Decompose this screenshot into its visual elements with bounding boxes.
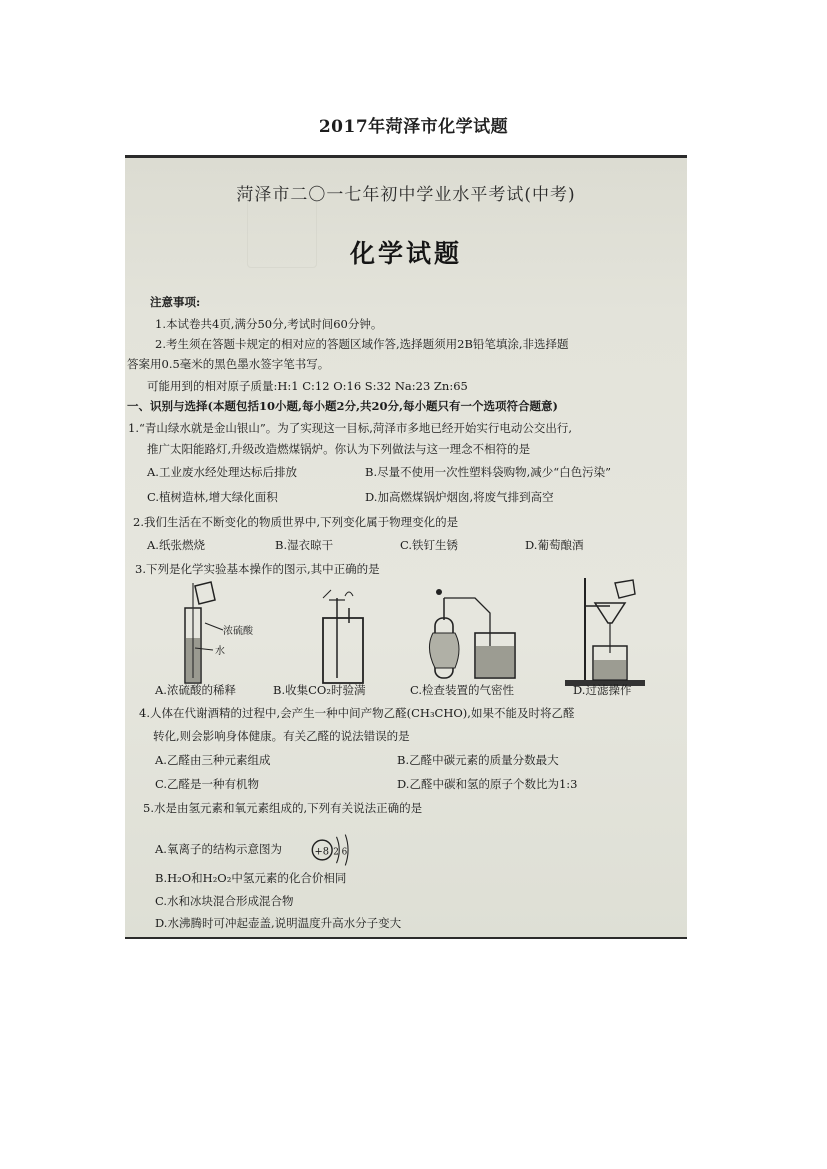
figure-filtration [555, 578, 675, 688]
q5-option-c: C.水和冰块混合形成混合物 [155, 894, 294, 908]
q3-stem: 3.下列是化学实验基本操作的图示,其中正确的是 [135, 562, 380, 576]
notice-1: 1.本试卷共4页,满分50分,考试时间60分钟。 [155, 317, 383, 331]
ion-shells-label: 2 6 [333, 847, 348, 858]
q3-option-b: B.收集CO₂时验满 [273, 683, 366, 697]
q1-option-d: D.加高燃煤锅炉烟囱,将废气排到高空 [365, 490, 554, 504]
q5-stem: 5.水是由氢元素和氧元素组成的,下列有关说法正确的是 [143, 801, 423, 815]
q4-line2: 转化,则会影响身体健康。有关乙醛的说法错误的是 [153, 729, 410, 743]
figure-dilution [165, 578, 285, 688]
notice-2b: 答案用0.5毫米的黑色墨水签字笔书写。 [127, 357, 330, 371]
q1-option-c: C.植树造林,增大绿化面积 [147, 490, 278, 504]
q4-option-b: B.乙醛中碳元素的质量分数最大 [397, 753, 559, 767]
q2-option-a: A.纸张燃烧 [147, 538, 205, 552]
q1-option-b: B.尽量不使用一次性塑料袋购物,减少“白色污染” [365, 465, 612, 479]
q4-option-a: A.乙醛由三种元素组成 [155, 753, 271, 767]
q2-option-b: B.湿衣晾干 [275, 538, 334, 552]
q4-option-c: C.乙醛是一种有机物 [155, 777, 260, 791]
q1-option-a: A.工业废水经处理达标后排放 [147, 465, 297, 479]
q3-option-a: A.浓硫酸的稀释 [155, 683, 236, 697]
document-title: 2017年菏泽市化学试题 [318, 117, 509, 137]
notice-title: 注意事项: [150, 295, 201, 309]
exam-subject: 化学试题 [349, 239, 462, 268]
q4-line1: 4.人体在代谢酒精的过程中,会产生一种中间产物乙醛(CH₃CHO),如果不能及时将乙醛 [139, 706, 575, 720]
exam-header: 菏泽市二〇一七年初中学业水平考试(中考) [236, 185, 576, 205]
q5-option-b: B.H₂O和H₂O₂中氢元素的化合价相同 [155, 871, 347, 885]
exam-photo [125, 155, 687, 939]
q3-option-c: C.检查装置的气密性 [410, 683, 515, 697]
q1-line2: 推广太阳能路灯,升级改造燃煤锅炉。你认为下列做法与这一理念不相符的是 [147, 442, 531, 456]
q2-stem: 2.我们生活在不断变化的物质世界中,下列变化属于物理变化的是 [133, 515, 459, 529]
q1-line1: 1.“青山绿水就是金山银山”。为了实现这一目标,菏泽市多地已经开始实行电动公交出行, [128, 421, 573, 435]
q4-option-d: D.乙醛中碳和氢的原子个数比为1:3 [397, 777, 578, 791]
label-acid: 浓硫酸 [223, 626, 253, 637]
ion-nucleus-label: +8 [314, 846, 330, 858]
q5-option-d: D.水沸腾时可冲起壶盖,说明温度升高水分子变大 [155, 916, 402, 930]
q3-option-d: D.过滤操作 [573, 683, 632, 697]
figure-airtightness [415, 578, 535, 688]
q2-option-c: C.铁钉生锈 [400, 538, 459, 552]
section-1-title: 一、识别与选择(本题包括10小题,每小题2分,共20分,每小题只有一个选项符合题意) [127, 399, 558, 413]
notice-2a: 2.考生须在答题卡规定的相对应的答题区域作答,选择题须用2B铅笔填涂,非选择题 [155, 337, 569, 351]
q5-option-a: A.氧离子的结构示意图为 [155, 842, 282, 856]
oxygen-ion-diagram [309, 828, 353, 872]
figure-gas-collection [285, 578, 405, 688]
label-water: 水 [215, 646, 225, 657]
q2-option-d: D.葡萄酿酒 [525, 538, 584, 552]
atomic-masses: 可能用到的相对原子质量:H:1 C:12 O:16 S:32 Na:23 Zn:65 [147, 379, 468, 393]
